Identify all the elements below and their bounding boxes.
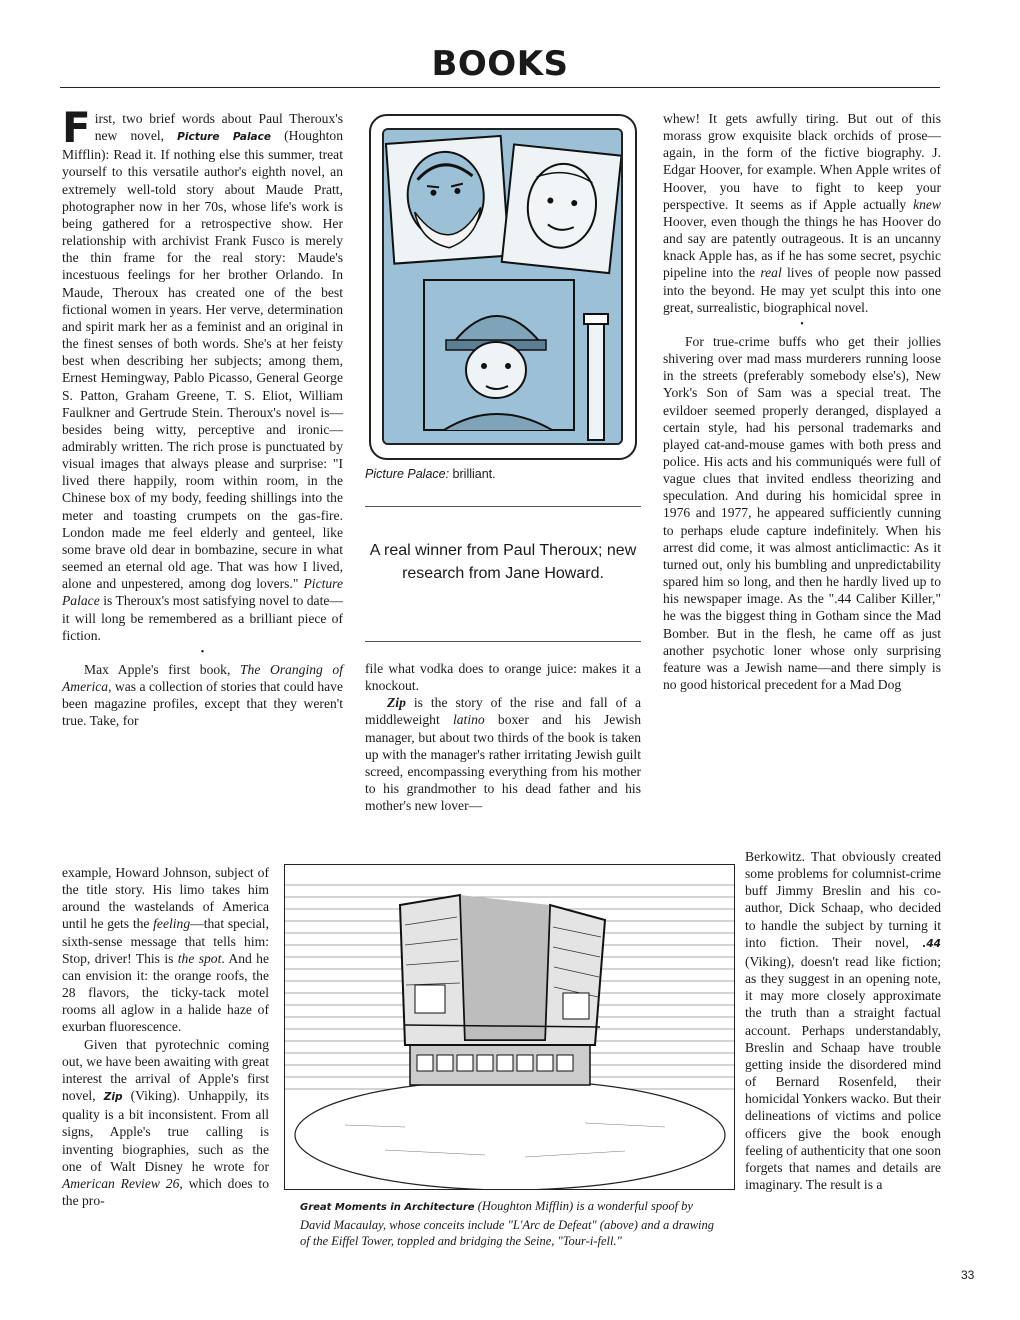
- picture-palace-illustration: [369, 114, 637, 460]
- section-title: BOOKS: [431, 44, 569, 84]
- arc-de-defeat-illustration: [284, 864, 735, 1190]
- paragraph-zip-intro: Given that pyrotechnic coming out, we have been awaiting with great interest the arrival of Apple's first novel, Zip (Viking). Unhappily, its quality is a bit inconsistent. From all signs, Apple's true calling is inventing biographies, such as the one of Walt Disney he wrote for American Review 26, which does to the pro-: [62, 1036, 269, 1208]
- section-header: [60, 42, 940, 88]
- paragraph-zip-cont: file what vodka does to orange juice: makes it a knockout.: [365, 661, 641, 694]
- drop-cap: F: [62, 103, 91, 152]
- page-number: 33: [961, 1268, 975, 1282]
- section-bullet: •: [800, 318, 804, 330]
- pull-quote: A real winner from Paul Theroux; new research from Jane Howard.: [369, 542, 637, 582]
- paragraph-son-of-sam: For true-crime buffs who get their jollies shivering over mad mass murderers running loose in the streets (preferably somebody else's), New York's Son of Sam was a special treat. The evildoer seemed properly deranged, displayed a certain style, had his personal trademarks and played cat-and-mouse games with both press and police. His acts and his communiqués were full of vague clues that invited endless theorizing and speculation. And during his homicidal spree in 1976 and 1977, he appeared sufficiently cunning to perhaps elude capture indefinitely. When his arrest did come, it was almost anticlimactic: As it turned out, only his bumbling and unpredictability spared him so long, and then he hardly lived up to his newspaper image. As the ".44 Caliber Killer," he was the biggest thing in Gotham since the Mad Bomber. But in the flesh, he came off as just another psychotic loner whose only surprising feature was a Jewish name—and there simply is no good historical precedent for a Mad Dog: [663, 333, 941, 692]
- illustration-caption: Picture Palace: brilliant.: [365, 467, 496, 481]
- architecture-drawing: [285, 865, 735, 1190]
- architecture-caption: Great Moments in Architecture (Houghton Mifflin) is a wonderful spoof by David Macaulay, whose conceits include "L'Arc de Defeat" (above) and a drawing of the Eiffel Tower, toppled and bridging the Seine, "Tour-i-fell.": [300, 1199, 715, 1248]
- book-title: The Oranging of America: [62, 661, 343, 694]
- book-title: .44: [922, 937, 941, 950]
- book-title: Picture Palace: [177, 131, 271, 144]
- article-column-2: [365, 660, 641, 814]
- article-column-3-continued: [745, 848, 941, 1193]
- pullquote-rule-top: [365, 506, 641, 507]
- book-title: Picture Palace: [62, 576, 343, 609]
- paragraph-apple: Max Apple's first book, The Oranging of America, was a collection of stories that could have been magazine profiles, except that they weren't true. Take, for: [62, 661, 343, 729]
- photo-collage: [382, 128, 623, 445]
- section-bullet: •: [200, 646, 205, 658]
- paragraph-hoover: whew! It gets awfully tiring. But out of this morass grow exquisite black orchids of prose—again, in the form of the fictive biography. J. Edgar Hoover, for example. When Apple writes of Hoover, you have to fight to keep your perspective. It seems as if Apple actually knew Hoover, even though the things he has Hoover do and say are patently outrageous. It is an uncanny knack Apple has, as if he has some secret, psychic pipeline into the real lives of people now passed into the beyond. He may yet sculpt this into one great, surrealistic, biographical novel.: [663, 111, 941, 315]
- article-column-1-continued: [62, 864, 269, 1209]
- book-title: Zip: [103, 1091, 123, 1104]
- paragraph-breslin: Berkowitz. That obviously created some problems for columnist-crime buff Jimmy Breslin and his co-author, Dick Schaap, who decided to handle the subject by turning it into fiction. Their novel, .44 (Viking), doesn't read like fiction; as they suggest in an opening note, it may more closely approximate the truth than a straight factual account. Perhaps understandably, Breslin and Schaap have trouble getting inside the disordered mind of Bernard Rosenfeld, their homicidal Yonkers wacko. But their delineations of victims and police officers give the book enough feeling of authenticity that one soon forgets that names and details are imaginary. The result is a: [745, 849, 941, 1192]
- paragraph-theroux: First, two brief words about Paul Theroux's new novel, Picture Palace (Houghton Mifflin): Read it. If nothing else this summer, treat yourself to this versatile author's eighth novel, an extremely well-told story about Maude Pratt, photographer now in her 70s, whose life's work is being gathered for a retrospective show. Her relationship with archivist Frank Fusco is merely the thin frame for the real story: Maude's incestuous feelings for her brother Orlando. In Maude, Theroux has created one of the best fictional women in years. Her verve, determination and spirit mark her as a feminist and an original in the finest senses of both words. She's at her feisty best when describing her subjects; among them, Ernest Hemingway, Pablo Picasso, General George S. Patton, Graham Greene, T. S. Eliot, William Faulkner and Gertrude Stein. Theroux's novel is—besides being witty, perceptive and ironic—admirably written. The rich prose is punctuated by visual images that always please and surprise: "I lived there happily, room within room, in the Chinese box of my body, feeding shillings into the meter and toasting crumpets on the gas-fire. London made me feel elderly and genteel, like some brave old dear in bombazine, secure in what seemed an eternal old age. That was how I lived, alone and unpestered, among dog lovers." Picture Palace is Theroux's most satisfying novel to date—it will long be remembered as a brilliant piece of fiction.: [62, 103, 344, 643]
- paragraph-apple-cont: example, Howard Johnson, subject of the title story. His limo takes him around the wastelands of America until he gets the feeling—that special, sixth-sense message that tells him: Stop, driver! This is the spot. And he can envision it: the orange roofs, the 28 flavors, the ticky-tack motel rooms all aglow in a halide haze of exurban fluorescence.: [62, 865, 270, 1035]
- portraits-drawing: [384, 130, 623, 445]
- article-column-3: [663, 110, 941, 693]
- article-column-1: [62, 103, 344, 729]
- pullquote-rule-bottom: [365, 641, 641, 642]
- magazine-title: American Review 26: [62, 1175, 180, 1191]
- paragraph-zip-story: Zip is the story of the rise and fall of a middleweight latino boxer and his Jewish manager, but about two thirds of the book is taken up with the manager's rather irritating Jewish guilt screed, encompassing everything from his mother to his grandmother to his dead father and his mother's new lover—: [365, 695, 641, 814]
